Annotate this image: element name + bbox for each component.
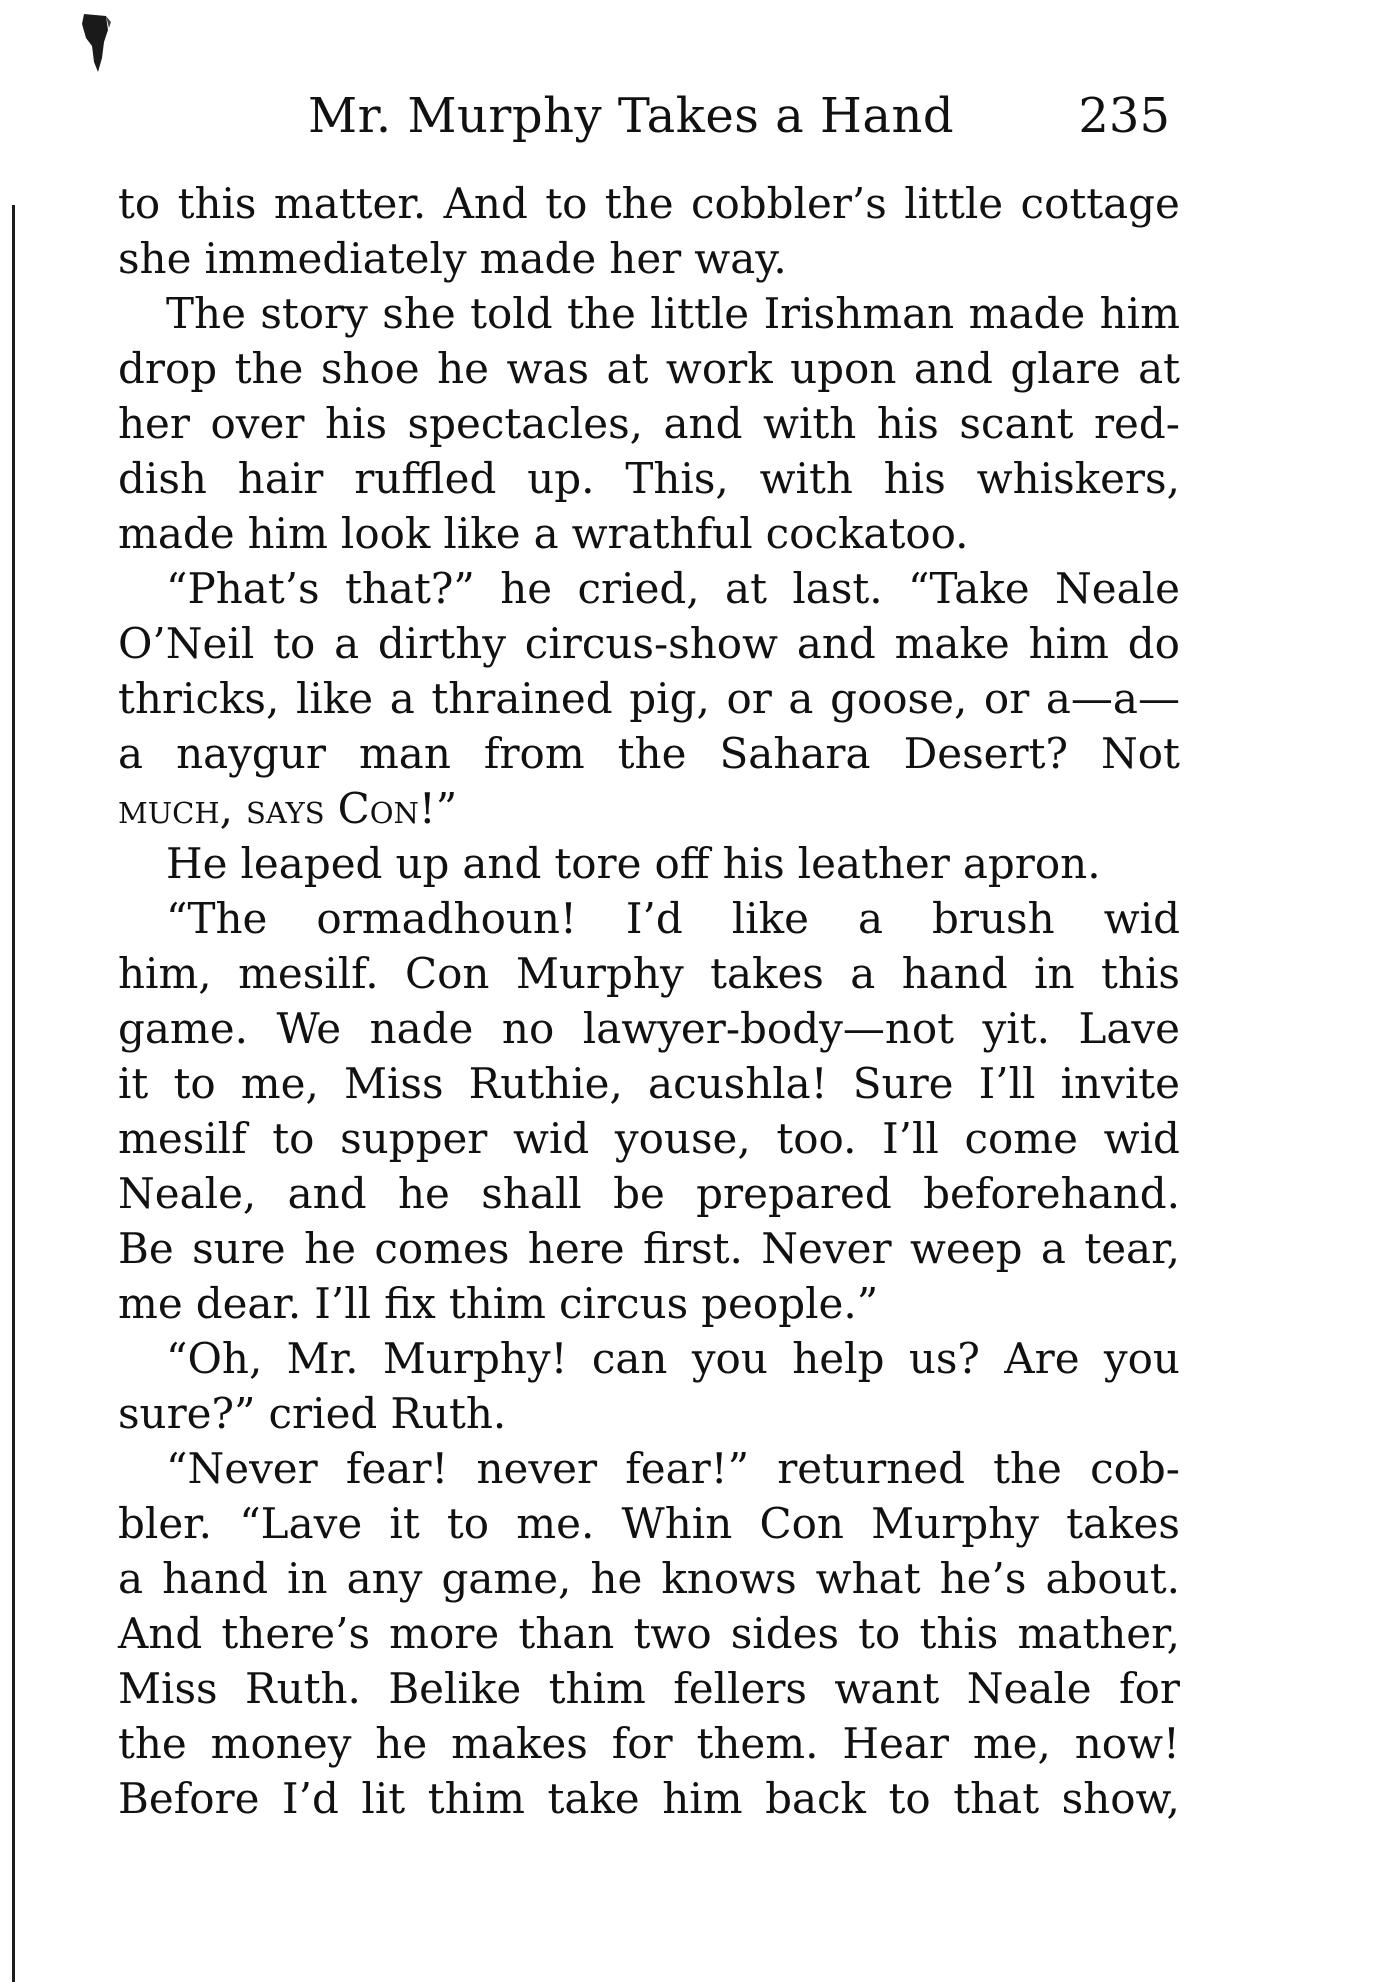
word: makes bbox=[451, 1719, 588, 1768]
word: bler. bbox=[118, 1499, 212, 1548]
word: like bbox=[295, 674, 374, 723]
word: “Lave bbox=[239, 1499, 363, 1548]
word: last. bbox=[792, 564, 883, 613]
word: ormadhoun! bbox=[316, 894, 577, 943]
word: Irishman bbox=[763, 289, 955, 338]
word: what bbox=[815, 1554, 921, 1603]
word: a bbox=[533, 509, 559, 558]
word: ruffled bbox=[354, 454, 497, 503]
word: thricks, bbox=[118, 674, 280, 723]
text-line bbox=[118, 1386, 1180, 1441]
word: the bbox=[604, 179, 674, 228]
word: in bbox=[287, 1554, 328, 1603]
word: mather, bbox=[1017, 1609, 1180, 1658]
word: to bbox=[888, 1774, 931, 1823]
word: to bbox=[446, 1499, 490, 1548]
word: takes bbox=[1066, 1499, 1180, 1548]
word: hand bbox=[901, 949, 1008, 998]
word: he’s bbox=[939, 1554, 1027, 1603]
word: I’ll bbox=[314, 1279, 372, 1328]
word: tore bbox=[554, 839, 642, 888]
word: to bbox=[858, 1609, 901, 1658]
word: he bbox=[500, 564, 553, 613]
word: sides bbox=[730, 1609, 840, 1658]
word: Murphy! bbox=[382, 1334, 568, 1383]
body-text bbox=[118, 176, 1180, 1826]
word: returned bbox=[777, 1444, 965, 1493]
word: Belike bbox=[388, 1664, 522, 1713]
word: He bbox=[166, 839, 228, 888]
text-line bbox=[118, 286, 1180, 341]
word: shall bbox=[481, 1169, 582, 1218]
word: We bbox=[276, 1004, 342, 1053]
word: a bbox=[118, 729, 144, 778]
word: wrathful bbox=[571, 509, 753, 558]
word: there’s bbox=[221, 1609, 371, 1658]
word: cob- bbox=[1090, 1444, 1180, 1493]
word: matter. bbox=[273, 179, 427, 228]
word: you bbox=[1103, 1334, 1180, 1383]
word: off bbox=[654, 839, 710, 888]
word: a bbox=[1040, 1224, 1066, 1273]
word: Are bbox=[1004, 1334, 1080, 1383]
word: takes bbox=[710, 949, 824, 998]
word: cottage bbox=[1020, 179, 1180, 228]
word: way. bbox=[694, 234, 787, 283]
word: circus-show bbox=[524, 619, 778, 668]
text-line bbox=[118, 781, 1180, 836]
text-line bbox=[118, 1496, 1180, 1551]
word: for bbox=[1119, 1664, 1180, 1713]
word: Desert? bbox=[903, 729, 1068, 778]
word: “Never bbox=[166, 1444, 318, 1493]
word: Miss bbox=[118, 1664, 218, 1713]
text-line bbox=[118, 1551, 1180, 1606]
word: the bbox=[118, 1719, 187, 1768]
word: Before bbox=[118, 1774, 260, 1823]
word: I’ll bbox=[882, 1114, 939, 1163]
word: this bbox=[177, 179, 257, 228]
word: at bbox=[606, 344, 649, 393]
word: O’Neil bbox=[118, 619, 255, 668]
word: The bbox=[166, 289, 246, 338]
word: wid bbox=[1103, 894, 1180, 943]
word: comes bbox=[374, 1224, 510, 1273]
word: cried bbox=[268, 1389, 378, 1438]
word: a bbox=[334, 619, 360, 668]
text-line bbox=[118, 1056, 1180, 1111]
word: two bbox=[633, 1609, 712, 1658]
word: Never bbox=[761, 1224, 892, 1273]
word: any bbox=[346, 1554, 423, 1603]
word: “Take bbox=[908, 564, 1030, 613]
word: to bbox=[173, 1059, 216, 1108]
word: him bbox=[1099, 289, 1180, 338]
text-line bbox=[118, 1441, 1180, 1496]
word: apron. bbox=[962, 839, 1101, 888]
word: his bbox=[722, 839, 785, 888]
word: yit. bbox=[982, 1004, 1050, 1053]
word: whiskers, bbox=[976, 454, 1180, 503]
word: Neale bbox=[966, 1664, 1092, 1713]
word: her bbox=[118, 399, 190, 448]
word: sure bbox=[192, 1224, 286, 1273]
word: never bbox=[476, 1444, 598, 1493]
word: spectacles, bbox=[407, 399, 643, 448]
text-line bbox=[118, 396, 1180, 451]
word: money bbox=[210, 1719, 352, 1768]
word: Lave bbox=[1078, 1004, 1180, 1053]
word: with bbox=[763, 399, 857, 448]
word: hair bbox=[237, 454, 324, 503]
word: a bbox=[850, 949, 876, 998]
word: dear. bbox=[195, 1279, 302, 1328]
word: and bbox=[796, 619, 876, 668]
word: at bbox=[725, 564, 767, 613]
word: at bbox=[1138, 344, 1180, 393]
word: was bbox=[506, 344, 590, 393]
word: knows bbox=[661, 1554, 797, 1603]
word: Murphy bbox=[515, 949, 684, 998]
word: more bbox=[389, 1609, 500, 1658]
text-line bbox=[118, 1276, 1180, 1331]
word: Con bbox=[759, 1499, 844, 1548]
page-number: 235 bbox=[1078, 88, 1170, 144]
word: us? bbox=[908, 1334, 980, 1383]
text-line bbox=[118, 1716, 1180, 1771]
word: made bbox=[968, 289, 1086, 338]
word: work bbox=[665, 344, 773, 393]
text-line bbox=[118, 1606, 1180, 1661]
word: I’d bbox=[625, 894, 683, 943]
word: leaped bbox=[240, 839, 383, 888]
word: up bbox=[395, 839, 450, 888]
word: Con bbox=[404, 949, 490, 998]
word: “Phat’s bbox=[166, 564, 320, 613]
text-line bbox=[118, 1166, 1180, 1221]
word: now! bbox=[1074, 1719, 1180, 1768]
word: the bbox=[617, 729, 687, 778]
word: Not bbox=[1101, 729, 1180, 778]
word: he bbox=[437, 344, 489, 393]
word: help bbox=[792, 1334, 885, 1383]
text-line bbox=[118, 341, 1180, 396]
word: she bbox=[118, 234, 192, 283]
word: be bbox=[613, 1169, 665, 1218]
word: And bbox=[118, 1609, 203, 1658]
word: back bbox=[765, 1774, 866, 1823]
word: like bbox=[443, 509, 521, 558]
word: this bbox=[1101, 949, 1180, 998]
word: Whin bbox=[621, 1499, 733, 1548]
word: wid bbox=[1103, 1114, 1180, 1163]
word: he bbox=[397, 1169, 450, 1218]
word: lawyer-body—not bbox=[582, 1004, 955, 1053]
word: tear, bbox=[1084, 1224, 1180, 1273]
word: This, bbox=[625, 454, 729, 503]
word: shoe bbox=[320, 344, 420, 393]
word: first. bbox=[643, 1224, 743, 1273]
word: man bbox=[358, 729, 451, 778]
word: fear!” bbox=[625, 1444, 750, 1493]
word: beforehand. bbox=[923, 1169, 1180, 1218]
word: Murphy bbox=[871, 1499, 1039, 1548]
text-line bbox=[118, 506, 1180, 561]
word: thrained bbox=[431, 674, 613, 723]
word: over bbox=[210, 399, 305, 448]
word: this bbox=[919, 1609, 999, 1658]
text-line bbox=[118, 1331, 1180, 1386]
word: his bbox=[324, 399, 388, 448]
word: dirthy bbox=[377, 619, 506, 668]
word: Neale bbox=[1054, 564, 1180, 613]
word: look bbox=[340, 509, 431, 558]
word: goose, bbox=[830, 674, 968, 723]
text-line bbox=[118, 451, 1180, 506]
word: says bbox=[245, 784, 325, 833]
word: fear! bbox=[345, 1444, 449, 1493]
word: prepared bbox=[696, 1169, 892, 1218]
word: her bbox=[609, 234, 682, 283]
word: do bbox=[1127, 619, 1180, 668]
word: too. bbox=[776, 1114, 857, 1163]
word: he bbox=[304, 1224, 356, 1273]
word: Sahara bbox=[719, 729, 871, 778]
word: to bbox=[273, 619, 316, 668]
word: dish bbox=[118, 454, 207, 503]
word: the bbox=[567, 289, 636, 338]
word: about. bbox=[1045, 1554, 1180, 1603]
word: hand bbox=[162, 1554, 269, 1603]
word: fellers bbox=[673, 1664, 807, 1713]
word: invite bbox=[1060, 1059, 1180, 1108]
word: than bbox=[518, 1609, 615, 1658]
word: to bbox=[272, 1114, 315, 1163]
word: me. bbox=[516, 1499, 595, 1548]
word: a bbox=[788, 674, 814, 723]
word: I’ll bbox=[978, 1059, 1036, 1108]
word: glare bbox=[1010, 344, 1121, 393]
text-line bbox=[118, 1771, 1180, 1826]
text-line bbox=[118, 946, 1180, 1001]
word: nade bbox=[369, 1004, 474, 1053]
text-line bbox=[118, 561, 1180, 616]
word: Sure bbox=[852, 1059, 954, 1108]
word: Ruthie, bbox=[468, 1059, 623, 1108]
word: cried, bbox=[577, 564, 700, 613]
word: a bbox=[857, 894, 883, 943]
scan-artifact-mark bbox=[78, 12, 112, 74]
word: me, bbox=[240, 1059, 319, 1108]
word: that bbox=[953, 1774, 1040, 1823]
word: him bbox=[662, 1774, 743, 1823]
word: here bbox=[527, 1224, 625, 1273]
word: Be bbox=[118, 1224, 174, 1273]
word: he bbox=[590, 1554, 643, 1603]
word: scant bbox=[959, 399, 1074, 448]
text-line bbox=[118, 671, 1180, 726]
word: made bbox=[118, 509, 235, 558]
text-line bbox=[118, 176, 1180, 231]
text-line bbox=[118, 1661, 1180, 1716]
word: it bbox=[389, 1499, 420, 1548]
word: Neale, bbox=[118, 1169, 257, 1218]
text-line bbox=[118, 891, 1180, 946]
word: them. bbox=[696, 1719, 819, 1768]
text-line bbox=[118, 231, 1180, 286]
word: weep bbox=[909, 1224, 1023, 1273]
word: him bbox=[1028, 619, 1109, 668]
word: it bbox=[118, 1059, 149, 1108]
word: the bbox=[993, 1444, 1062, 1493]
word: and bbox=[913, 344, 993, 393]
word: thim bbox=[448, 1279, 546, 1328]
word: she bbox=[382, 289, 456, 338]
word: wid bbox=[513, 1114, 590, 1163]
text-line bbox=[118, 1221, 1180, 1276]
word: I’d bbox=[282, 1774, 339, 1823]
word: a bbox=[389, 674, 415, 723]
word: a bbox=[118, 1554, 144, 1603]
word: “The bbox=[166, 894, 268, 943]
word: told bbox=[470, 289, 553, 338]
word: youse, bbox=[614, 1114, 751, 1163]
word: take bbox=[547, 1774, 640, 1823]
word: thim bbox=[548, 1664, 646, 1713]
word: to bbox=[118, 179, 161, 228]
word: come bbox=[964, 1114, 1078, 1163]
word: game. bbox=[118, 1004, 248, 1053]
word: Con!” bbox=[337, 784, 458, 833]
word: much, bbox=[118, 784, 233, 833]
word: him, bbox=[118, 949, 212, 998]
word: naygur bbox=[176, 729, 326, 778]
word: me, bbox=[972, 1719, 1051, 1768]
binding-edge-line bbox=[12, 205, 15, 1982]
word: or bbox=[983, 674, 1030, 723]
word: from bbox=[483, 729, 585, 778]
word: can bbox=[591, 1334, 668, 1383]
word: him bbox=[247, 509, 328, 558]
word: his bbox=[883, 454, 946, 503]
word: brush bbox=[932, 894, 1055, 943]
word: pig, bbox=[629, 674, 710, 723]
word: want bbox=[834, 1664, 940, 1713]
word: leather bbox=[797, 839, 950, 888]
word: acushla! bbox=[648, 1059, 828, 1108]
word: Ruth. bbox=[390, 1389, 507, 1438]
word: his bbox=[876, 399, 939, 448]
word: sure?” bbox=[118, 1389, 256, 1438]
word: the bbox=[234, 344, 304, 393]
word: show, bbox=[1061, 1774, 1180, 1823]
word: he bbox=[375, 1719, 428, 1768]
text-line bbox=[118, 1111, 1180, 1166]
word: little bbox=[650, 289, 750, 338]
text-line bbox=[118, 616, 1180, 671]
word: Hear bbox=[842, 1719, 949, 1768]
word: and bbox=[663, 399, 743, 448]
text-line bbox=[118, 1001, 1180, 1056]
word: Mr. bbox=[286, 1334, 359, 1383]
word: Ruth. bbox=[244, 1664, 361, 1713]
word: to bbox=[545, 179, 588, 228]
running-head: Mr. Murphy Takes a Hand bbox=[308, 88, 955, 144]
word: And bbox=[443, 179, 528, 228]
word: that?” bbox=[345, 564, 475, 613]
word: cobbler’s bbox=[690, 179, 887, 228]
word: made bbox=[479, 234, 597, 283]
word: for bbox=[611, 1719, 673, 1768]
word: me bbox=[118, 1279, 183, 1328]
word: game, bbox=[441, 1554, 572, 1603]
word: immediately bbox=[204, 234, 467, 283]
word: thim bbox=[427, 1774, 525, 1823]
word: lit bbox=[361, 1774, 406, 1823]
text-line bbox=[118, 726, 1180, 781]
word: “Oh, bbox=[166, 1334, 263, 1383]
word: and bbox=[462, 839, 542, 888]
word: up. bbox=[527, 454, 595, 503]
word: a—a— bbox=[1045, 674, 1180, 723]
word: or bbox=[726, 674, 772, 723]
word: drop bbox=[118, 344, 218, 393]
word: supper bbox=[340, 1114, 488, 1163]
word: in bbox=[1034, 949, 1075, 998]
word: circus bbox=[559, 1279, 689, 1328]
word: story bbox=[260, 289, 368, 338]
text-line bbox=[118, 836, 1180, 891]
word: mesilf. bbox=[238, 949, 379, 998]
word: cockatoo. bbox=[765, 509, 969, 558]
word: with bbox=[759, 454, 853, 503]
word: and bbox=[287, 1169, 367, 1218]
word: no bbox=[501, 1004, 555, 1053]
word: mesilf bbox=[118, 1114, 247, 1163]
word: fix bbox=[384, 1279, 436, 1328]
word: you bbox=[691, 1334, 768, 1383]
word: little bbox=[904, 179, 1004, 228]
word: people.” bbox=[701, 1279, 879, 1328]
word: like bbox=[731, 894, 809, 943]
word: red- bbox=[1093, 399, 1180, 448]
word: upon bbox=[790, 344, 897, 393]
word: Miss bbox=[343, 1059, 444, 1108]
page-header bbox=[118, 78, 1180, 148]
word: make bbox=[894, 619, 1010, 668]
